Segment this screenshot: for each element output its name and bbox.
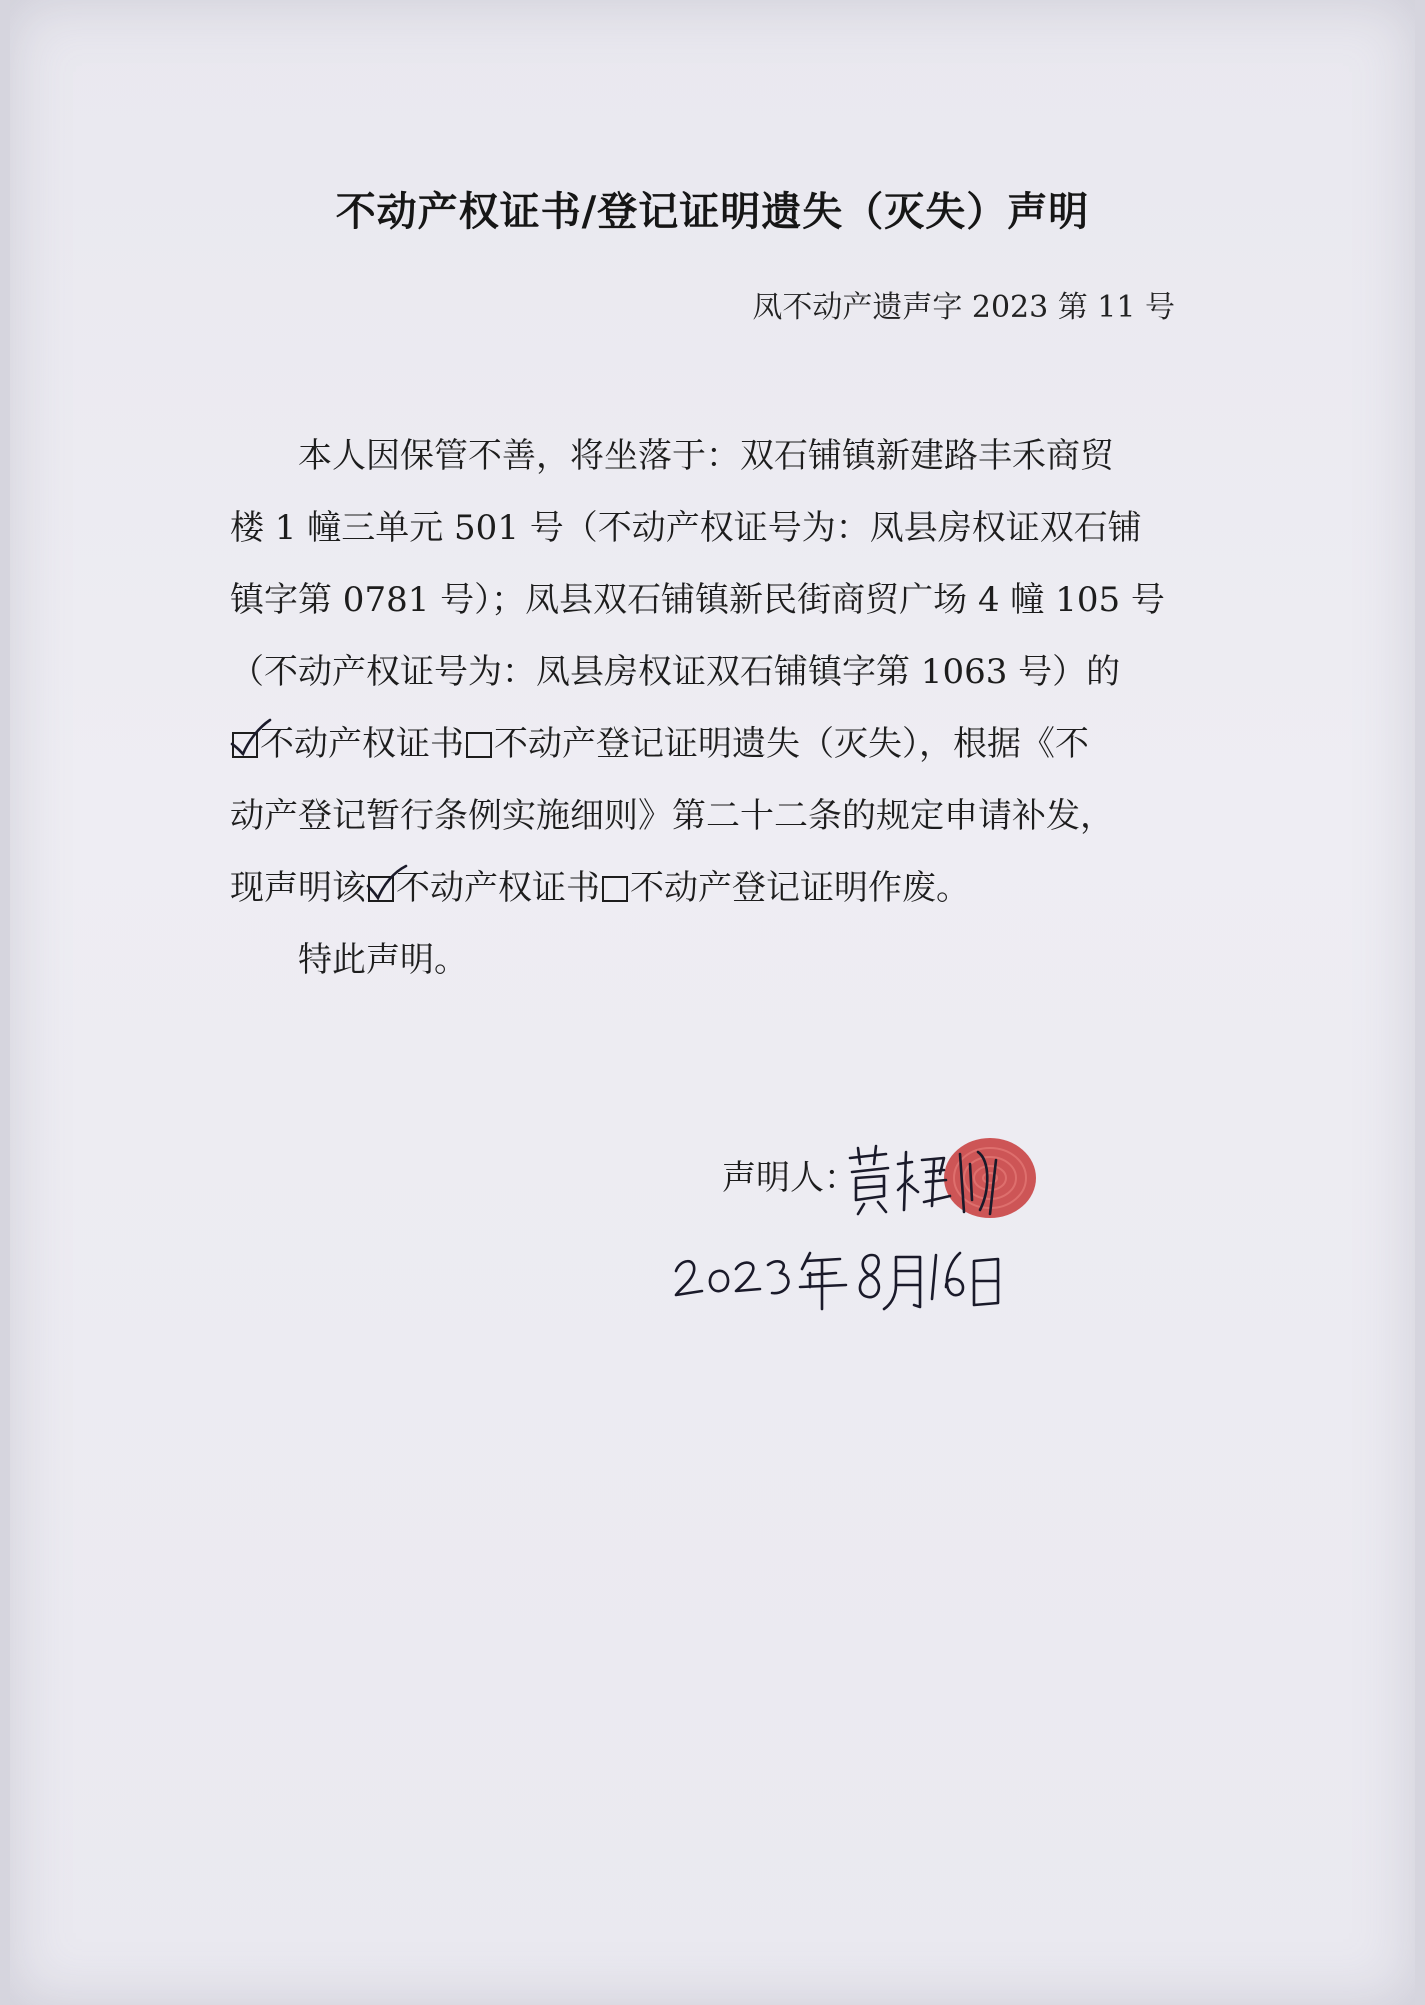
date-text bbox=[710, 1150, 711, 1151]
checkmark-icon bbox=[364, 862, 408, 902]
body-segment: 现声明该 bbox=[230, 868, 366, 908]
checkmark-icon bbox=[228, 718, 272, 758]
signer-name bbox=[710, 1150, 711, 1151]
body-line bbox=[230, 708, 1230, 780]
checkbox-label: 不动产权证书 bbox=[260, 724, 464, 764]
body-segment: 不动产登记证明作废。 bbox=[630, 868, 970, 908]
document-page bbox=[10, 0, 1415, 2005]
body-line: 镇字第 0781 号）；凤县双石铺镇新民街商贸广场 4 幢 105 号 bbox=[230, 580, 1165, 620]
body-line bbox=[230, 852, 1230, 924]
document-number: 凤不动产遗声字 2023 第 11 号 bbox=[752, 290, 1175, 325]
body-line: 楼 1 幢三单元 501 号（不动产权证号为：凤县房权证双石铺 bbox=[230, 508, 1142, 548]
handwritten-date bbox=[670, 1225, 1030, 1315]
body-line: 本人因保管不善，将坐落于：双石铺镇新建路丰禾商贸 bbox=[298, 436, 1114, 476]
body-line: 动产登记暂行条例实施细则》第二十二条的规定申请补发， bbox=[230, 796, 1114, 836]
checkbox-property-certificate bbox=[232, 732, 258, 758]
signer-label: 声明人： bbox=[722, 1158, 858, 1198]
checkbox-label: 不动产权证书 bbox=[396, 868, 600, 908]
body-line: （不动产权证号为：凤县房权证双石铺镇字第 1063 号）的 bbox=[230, 652, 1121, 692]
closing-statement: 特此声明。 bbox=[298, 940, 468, 980]
body-segment: 不动产登记证明遗失（灭失），根据《不 bbox=[494, 724, 1089, 764]
checkbox-registration-proof bbox=[602, 876, 628, 902]
document-title: 不动产权证书/登记证明遗失（灭失）声明 bbox=[335, 188, 1090, 235]
handwritten-signature bbox=[840, 1130, 1060, 1240]
declaration-body bbox=[230, 420, 1230, 996]
checkbox-registration-proof bbox=[466, 732, 492, 758]
checkbox-property-certificate bbox=[368, 876, 394, 902]
